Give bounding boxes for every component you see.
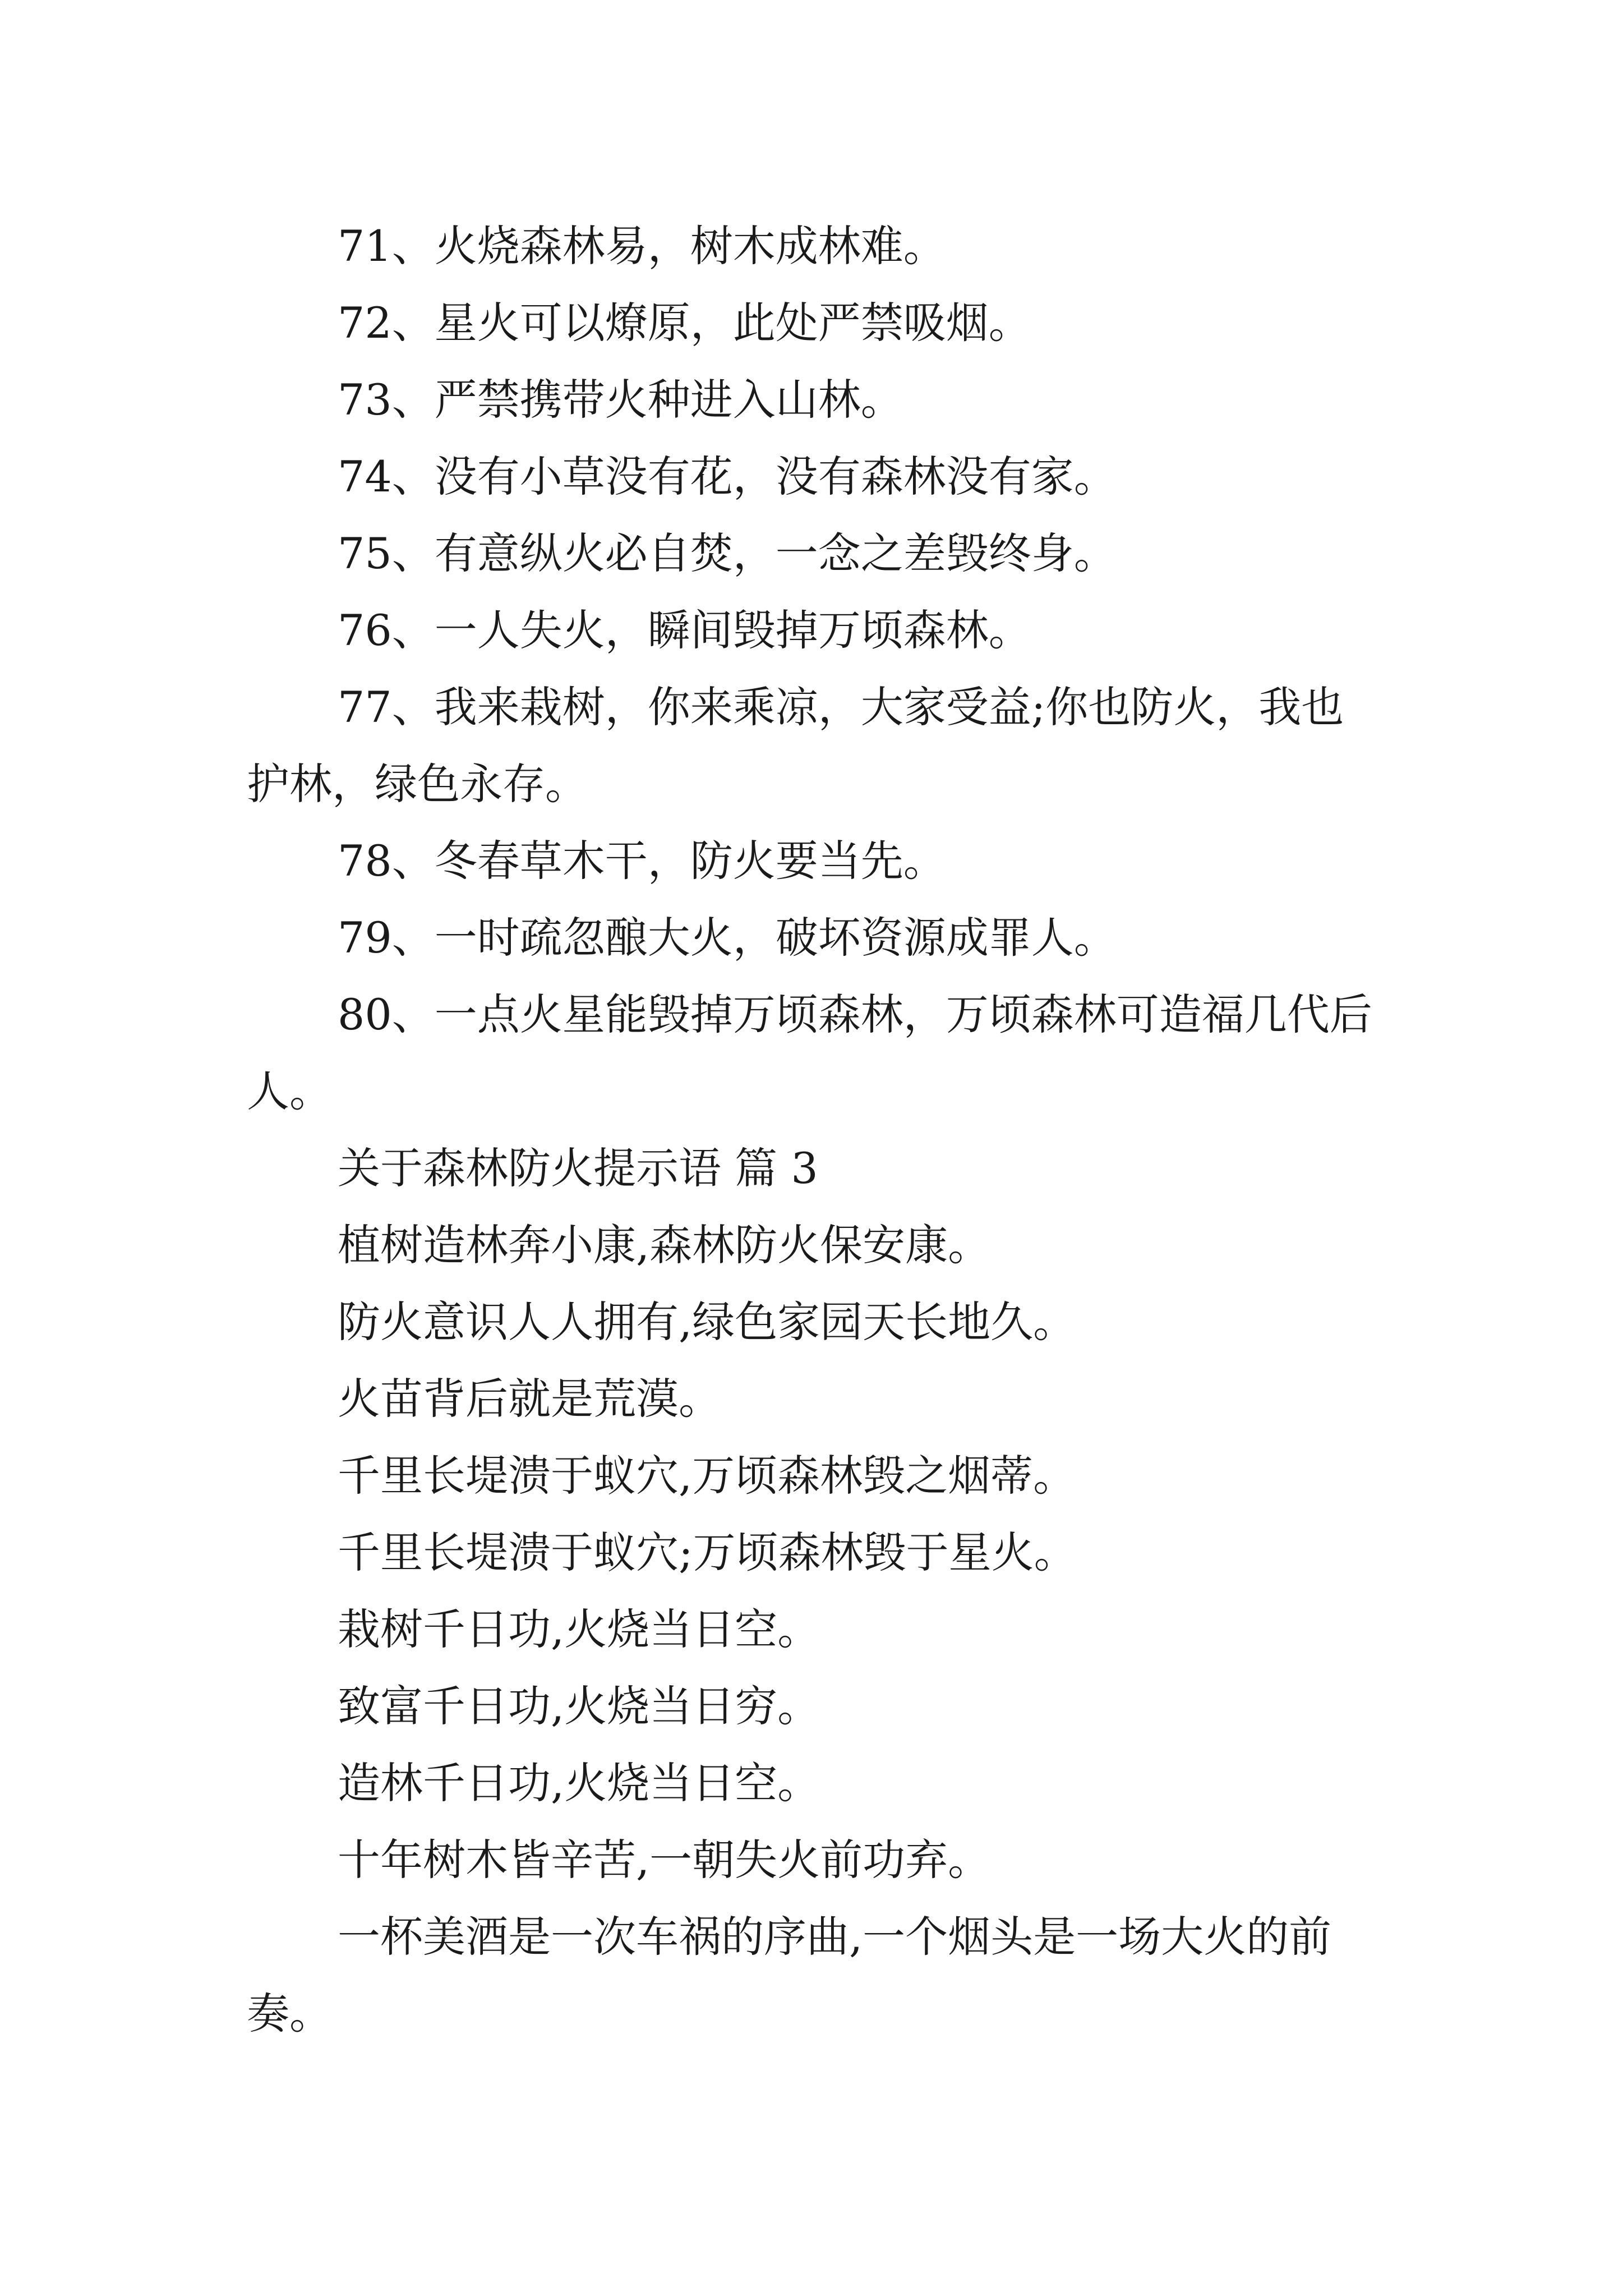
- paragraph-73: 73、严禁携带火种进入山林。: [338, 375, 903, 425]
- paragraph-75: 75、有意纵火必自焚，一念之差毁终身。: [338, 528, 1117, 578]
- slogan-10: 一杯美酒是一次车祸的序曲,一个烟头是一场大火的前奏。: [247, 1912, 1332, 2039]
- paragraph-77: 77、我来栽树，你来乘凉，大家受益;你也防火，我也护林，绿色永存。: [247, 682, 1344, 809]
- document-body: [247, 208, 1385, 2052]
- slogan-9: 十年树木皆辛苦,一朝失火前功弃。: [338, 1835, 991, 1885]
- paragraph-80: 80、一点火星能毁掉万顷森林，万顷森林可造福几代后人。: [247, 990, 1372, 1116]
- slogan-3: 火苗背后就是荒漠。: [338, 1374, 721, 1424]
- slogan-2: 防火意识人人拥有,绿色家园天长地久。: [338, 1297, 1076, 1347]
- slogan-4: 千里长堤溃于蚁穴,万顷森林毁之烟蒂。: [338, 1451, 1076, 1501]
- slogan-1: 植树造林奔小康,森林防火保安康。: [338, 1220, 991, 1270]
- paragraph-74: 74、没有小草没有花，没有森林没有家。: [338, 452, 1117, 501]
- paragraph-76: 76、一人失火，瞬间毁掉万顷森林。: [338, 605, 1031, 655]
- slogan-5: 千里长堤溃于蚁穴;万顷森林毁于星火。: [338, 1527, 1077, 1577]
- slogan-7: 致富千日功,火烧当日穷。: [338, 1681, 820, 1731]
- paragraph-71: 71、火烧森林易，树木成林难。: [338, 221, 946, 271]
- section-heading: 关于森林防火提示语 篇 3: [338, 1143, 818, 1193]
- slogan-6: 栽树千日功,火烧当日空。: [338, 1604, 820, 1654]
- paragraph-72: 72、星火可以燎原，此处严禁吸烟。: [338, 298, 1031, 348]
- paragraph-78: 78、冬春草木干，防火要当先。: [338, 836, 946, 886]
- slogan-8: 造林千日功,火烧当日空。: [338, 1758, 820, 1808]
- paragraph-79: 79、一时疏忽酿大火，破坏资源成罪人。: [338, 913, 1117, 963]
